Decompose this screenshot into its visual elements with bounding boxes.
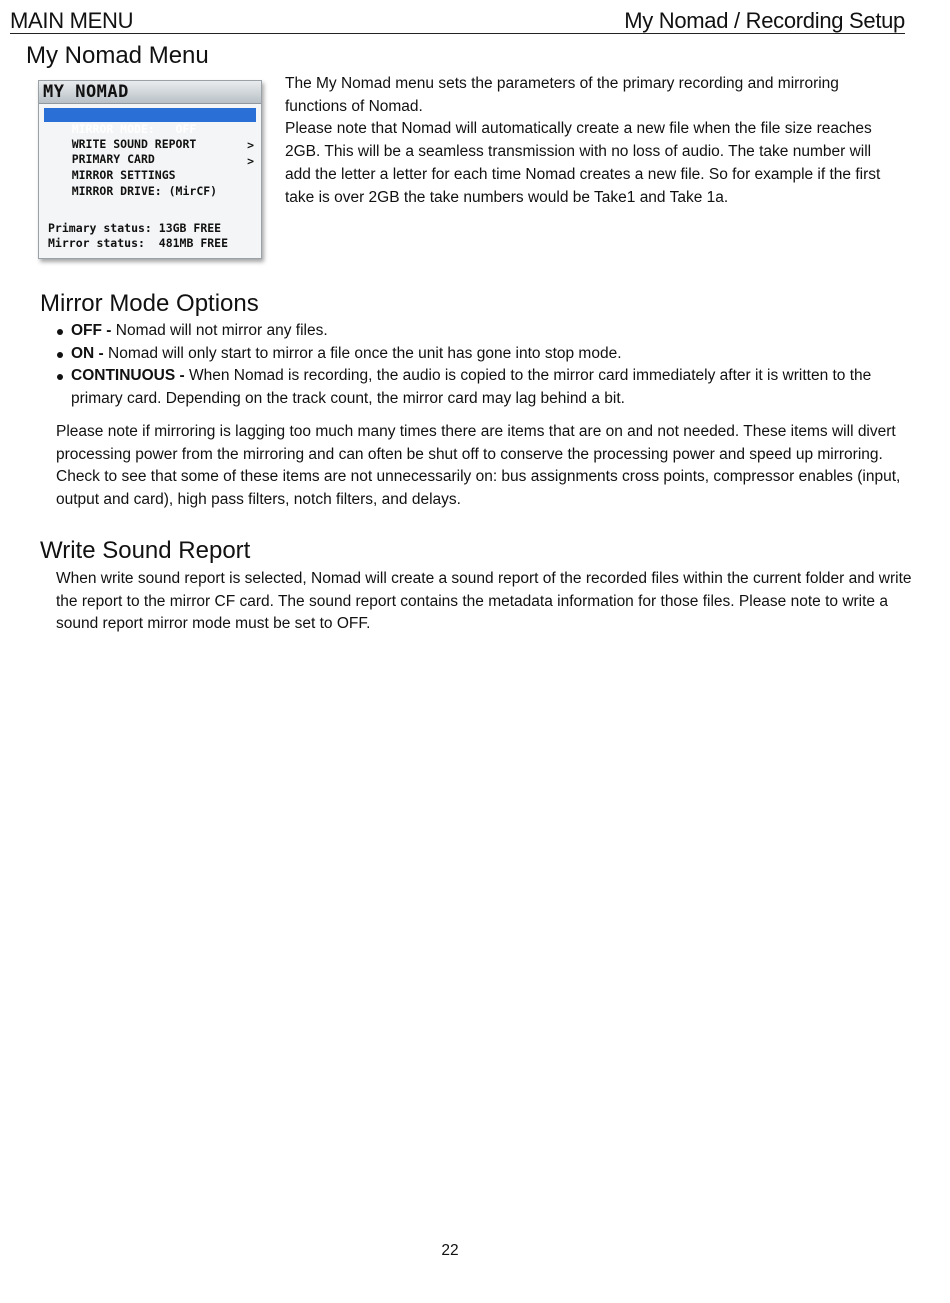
intro-text [285, 73, 895, 209]
list-item [56, 320, 876, 343]
mirror-mode-list [56, 320, 876, 411]
menu-item-label: MIRROR MODE: OFF [71, 122, 197, 136]
menu-item-label: WRITE SOUND REPORT [71, 137, 197, 151]
list-item [56, 343, 876, 366]
chevron-right-icon: > [247, 154, 254, 168]
section-heading-sound-report: Write Sound Report [40, 537, 251, 564]
menu-item-mirror-mode [44, 108, 256, 136]
menu-item-mirror-drive [44, 170, 256, 198]
list-item [56, 365, 876, 410]
intro-paragraph: Please note that Nomad will automatically create a new file when the file size reaches 2GB. This will be a seamless transmission with no loss of audio. The take number will add the letter a letter for each time Nomad creates a new file. So for example if the first take is over 2GB the take numbers would be Take1 and Take 1a. [285, 120, 881, 206]
intro-paragraph: The My Nomad menu sets the parameters of the primary recording and mirroring functions of Nomad. [285, 75, 839, 115]
section-heading-mirror-mode: Mirror Mode Options [40, 290, 259, 317]
option-description: Nomad will not mirror any files. [111, 322, 328, 339]
menu-item-primary-card [44, 138, 256, 166]
device-screen-image [38, 80, 262, 259]
primary-status: Primary status: 13GB FREE [48, 221, 222, 235]
device-screen-title: MY NOMAD [43, 82, 129, 102]
sound-report-text: When write sound report is selected, Nomad will create a sound report of the recorded files within the current folder and write the report to the mirror CF card. The sound report contains the metadata information for those files. Please note to write a sound report mirror mode must be set to OFF. [56, 570, 912, 633]
option-description: Nomad will only start to mirror a file once the unit has gone into stop mode. [103, 344, 622, 362]
menu-item-mirror-settings [44, 154, 256, 182]
header-divider [10, 33, 905, 34]
header-page-topic: My Nomad / Recording Setup [624, 8, 905, 33]
mirroring-note: Please note if mirroring is lagging too much many times there are items that are on and not needed. These items will divert processing power from the mirroring and can often be shut off to conserve the processing power and speed up mirroring. Check to see that some of these items are not unnecessarily on: bus assignments cross points, compressor enables (input, output and card), high pass filters, notch filters, and delays. [56, 423, 901, 509]
mirror-status: Mirror status: 481MB FREE [48, 236, 229, 250]
menu-item-label: PRIMARY CARD [71, 152, 155, 166]
page-title: My Nomad Menu [26, 42, 209, 69]
header-section-label: MAIN MENU [10, 8, 134, 33]
device-screen-title-bar [39, 81, 261, 104]
option-term: ON - [71, 344, 104, 362]
menu-item-label: MIRROR SETTINGS [71, 168, 176, 182]
chevron-right-icon: > [247, 138, 254, 152]
menu-item-label: MIRROR DRIVE: (MirCF) [71, 184, 218, 198]
option-description: When Nomad is recording, the audio is copied to the mirror card immediately after it is written to the primary card. Depending on the track count, the mirror card may lag behind a bit. [71, 367, 872, 408]
option-term: OFF - [71, 322, 112, 339]
menu-item-write-sound-report [44, 123, 256, 151]
page-number: 22 [441, 1242, 459, 1259]
option-term: CONTINUOUS - [71, 367, 185, 385]
